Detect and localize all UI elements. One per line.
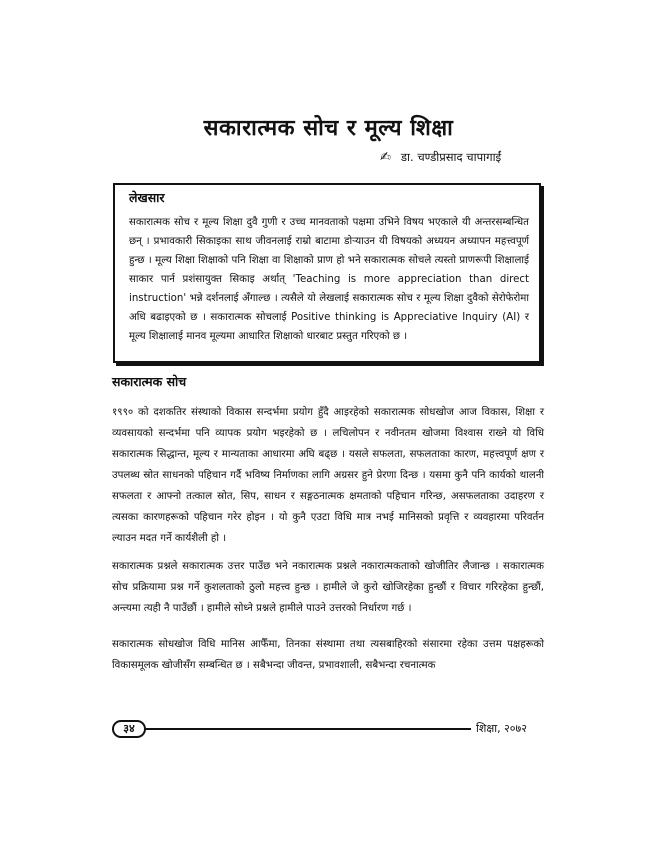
abstract-box — [113, 183, 541, 363]
section-heading: सकारात्मक सोच — [112, 374, 187, 389]
author-name: डा. चण्डीप्रसाद चापागाईं — [400, 150, 502, 164]
footer-rule — [146, 728, 471, 730]
body-paragraph: सकारात्मक प्रश्नले सकारात्मक उत्तर पाउँछ भने नकारात्मक प्रश्नले नकारात्मकताको खोजीतिर लैजान्छ । सकारात्मक सोच प्रक्रियामा प्रश्न गर्ने कुशलताको ठुलो महत्त्व हुन्छ । हामीले जे कुरो खोजिरहेका हुन्छौं र विचार गरिरहेका हुन्छौं, अन्त्यमा त्यही नै पाउँछौं । हामीले सोध्ने प्रश्नले हामीले पाउने उत्तरको निर्धारण गर्छ । — [112, 561, 544, 614]
body-paragraph: १९९० को दशकतिर संस्थाको विकास सन्दर्भमा प्रयोग हुँदै आइरहेको सकारात्मक सोधखोज आज विकास, शिक्षा र व्यवसायको सन्दर्भमा पनि व्यापक प्रयोग भइरहेको छ । लचिलोपन र नवीनतम खोजमा विश्वास राख्ने यो विधि सकारात्मक सिद्धान्त, मूल्य र मान्यताका आधारमा अघि बढ्छ । यसले सफलता, सफलताका कारण, महत्त्वपूर्ण क्षण र उपलब्ध स्रोत साधनको पहिचान गर्दै भविष्य निर्माणका लागि अग्रसर हुने प्रेरणा दिन्छ । यसमा कुनै पनि कार्यको थालनी सफलता र आफ्नो तत्काल स्रोत, सिप, साधन र सङ्गठनात्मक क्षमताको पहिचान गरिन्छ, असफलताका उदाहरण र त्यसका कारणहरूको पहिचान गरेर होइन । यो कुनै एउटा विधि मात्र नभई मानिसको प्रवृत्ति र व्यवहारमा परिवर्तन ल्याउन मदत गर्ने कार्यशैली हो । — [112, 407, 544, 544]
page-footer — [112, 720, 547, 740]
page-number: ३४ — [112, 720, 146, 738]
article-title: सकारात्मक सोच र मूल्य शिक्षा — [203, 116, 454, 141]
abstract-text: सकारात्मक सोच र मूल्य शिक्षा दुवै गुणी र उच्च मानवताको पक्षमा उभिने विषय भएकाले यी अन्तरसम्बन्धित छन् । प्रभावकारी सिकाइका साथ जीवनलाई राम्रो बाटामा डोऱ्याउन यी विषयको अध्ययन अध्यापन महत्त्वपूर्ण हुन्छ । मूल्य शिक्षा शिक्षाको पनि शिक्षा वा शिक्षाको प्राण हो भने सकारात्मक सोचले त्यस्तो प्राणरूपी शिक्षालाई साकार पार्न प्रशंसायुक्त सिकाइ अर्थात् 'Teaching is more appreciation than direct instruction' भन्ने दर्शनलाई अँगाल्छ । त्यसैले यो लेखलाई सकारात्मक सोच र मूल्य शिक्षा दुवैको सेरोफेरोमा अधि बढाइएको छ । सकारात्मक सोचलाई Positive thinking is Appreciative Inquiry (AI) र मूल्य शिक्षालाई मानव मूल्यमा आधारित शिक्षाको धारबाट प्रस्तुत गरिएको छ । — [129, 217, 529, 342]
publication-name: शिक्षा, २०७२ — [476, 722, 527, 735]
author-line — [380, 150, 630, 165]
pen-icon: ✍ — [380, 150, 391, 165]
body-paragraph: सकारात्मक सोधखोज विधि मानिस आफैँमा, तिनका संस्थामा तथा त्यसबाहिरको संसारमा रहेका उत्तम पक्षहरूको विकासमूलक खोजीसँग सम्बन्धित छ । सबैभन्दा जीवन्त, प्रभावशाली, सबैभन्दा रचनात्मक — [112, 639, 544, 671]
abstract-heading: लेखसार — [129, 190, 165, 205]
